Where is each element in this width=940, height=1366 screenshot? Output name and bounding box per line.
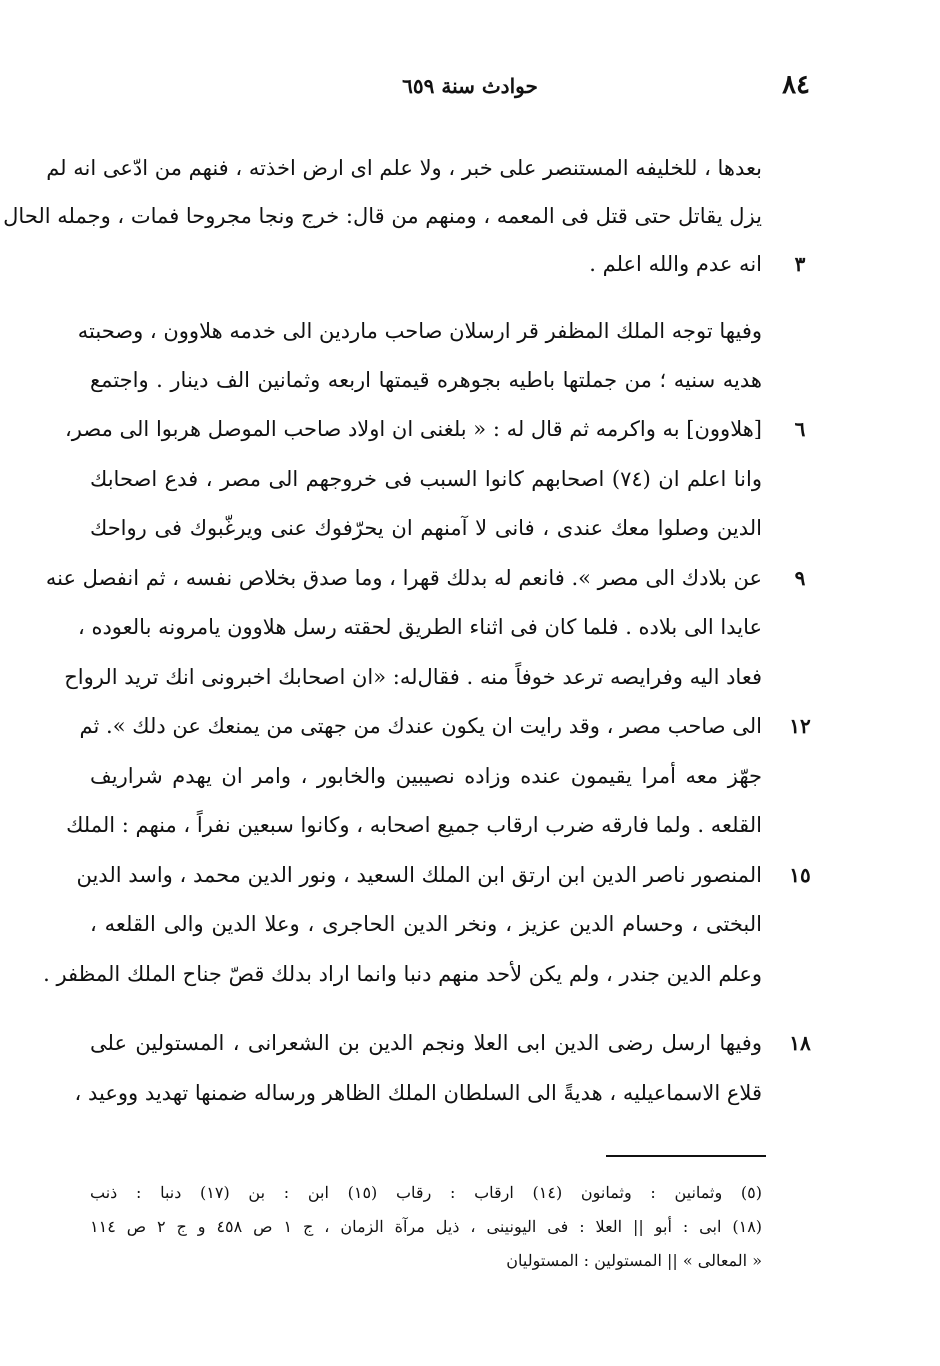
line-number: ١٥: [789, 863, 811, 887]
line-number: ١٨: [789, 1031, 811, 1055]
footnote-line: (٥) وثمانين : وثمانون (١٤) ارقاب : رقاب (١٥) ابن : بن (١٧) دنبا : ذنب: [90, 1183, 763, 1202]
footnote-line: (١٨) ابى : أبو || العلا : فى اليونينى ، ذيل مرآة الزمان ، ج ١ ص ٤٥٨ و ج ٢ ص ١١٤: [90, 1217, 763, 1236]
text-line: البختى ، وحسام الدين عزيز ، ونخر الدين الحاجرى ، وعلا الدين والى القلعه ،: [90, 912, 762, 936]
text-line: وفيها توجه الملك المظفر قر ارسلان صاحب ماردين الى خدمه هلاوون ، وصحبته: [77, 319, 762, 343]
text-line: فعاد اليه وفرايصه ترعد خوفاً منه . فقال‌له: «ان اصحابك اخبرونى انك تريد الرواح: [64, 665, 762, 689]
text-line: القلعه . ولما فارقه ضرب ارقاب جميع اصحابه ، وكانوا سبعين نفراً ، منهم : الملك: [66, 813, 762, 837]
page-header: [90, 70, 850, 110]
line-number: ٦: [794, 417, 806, 441]
line-number: ١٢: [789, 714, 811, 738]
text-line: الدين وصلوا معك عندى ، فانى لا آمنهم ان يحرّفوك عنى ويرغّبوك فى رواحك: [90, 516, 762, 540]
text-line: عايدا الى بلاده . فلما كان فى اثناء الطريق لحقته رسل هلاوون يامرونه بالعوده ،: [77, 615, 762, 639]
text-line: قلاع الاسماعيليه ، هديةً الى السلطان الملك الظاهر ورساله ضمنها تهديد ووعيد ،: [74, 1081, 762, 1105]
text-line: وانا اعلم ان (٧٤) اصحابهم كانوا السبب فى خروجهم الى مصر ، فدع اصحابك: [90, 467, 762, 491]
text-line: هديه سنيه ؛ من جملتها باطيه بجوهره قيمتها اربعه وثمانين الف دينار . واجتمع: [90, 368, 762, 392]
text-line: وعلم الدين جندر ، ولم يكن لأحد منهم دنبا وانما اراد بدلك قصّ جناح الملك المظفر .: [43, 962, 762, 986]
text-line: المنصور ناصر الدين ابن ارتق ابن الملك السعيد ، ونور الدين محمد ، واسد الدين: [76, 863, 762, 887]
text-line: جهّز معه أمرا يقيمون عنده وزاده نصيبين والخابور ، وامر ان يهدم شراريف: [90, 764, 762, 788]
running-title: حوادث سنة ٦٥٩: [402, 74, 538, 98]
text-line: يزل يقاتل حتى قتل فى المعمه ، ومنهم من قال: خرج ونجا مجروحا فمات ، وجمله الحال: [3, 204, 762, 228]
text-line: انه عدم والله اعلم .: [589, 252, 762, 276]
footnote-line: « المعالى » || المستولين : المستوليان: [506, 1251, 762, 1270]
text-line: الى صاحب مصر ، وقد رايت ان يكون عندك من جهتى من يمنعك عن دلك ». ثم: [79, 714, 762, 738]
text-line: وفيها ارسل رضى الدين ابى العلا ونجم الدين بن الشعرانى ، المستولين على: [90, 1031, 762, 1055]
text-line: [هلاوون] به واكرمه ثم قال له : « بلغنى ان اولاد صاحب الموصل هربوا الى مصر،: [65, 417, 762, 441]
text-line: عن بلادك الى مصر ». فانعم له بدلك قهرا ، وما صدق بخلاص نفسه ، ثم انفصل عنه: [45, 566, 762, 590]
text-line: بعدها ، للخليفه المستنصر على خبر ، ولا علم اى ارض اخذته ، فنهم من ادّعى انه لم: [46, 156, 762, 180]
page-number: ٨٤: [782, 70, 810, 100]
line-number: ٣: [794, 252, 806, 276]
footnote-divider: [606, 1155, 766, 1157]
line-number: ٩: [794, 566, 806, 590]
